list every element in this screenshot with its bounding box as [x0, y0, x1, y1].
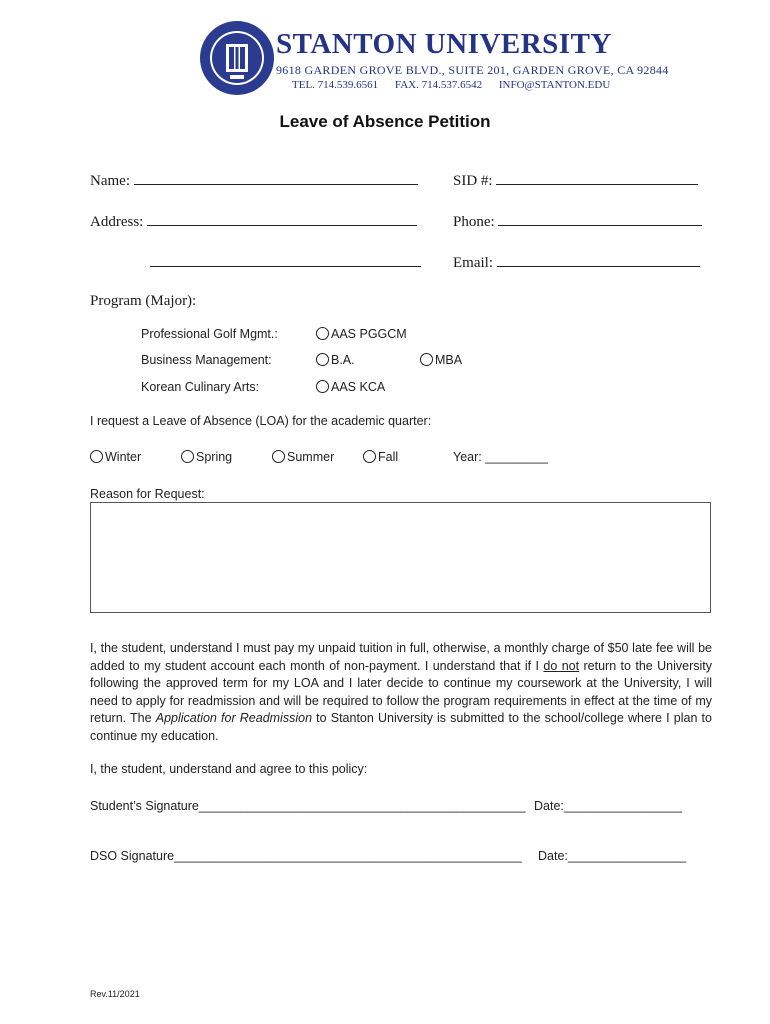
radio-circle-icon[interactable]	[90, 450, 103, 463]
reason-textarea[interactable]	[90, 502, 711, 613]
do-not-emphasis: do not	[543, 658, 580, 673]
name-input-line[interactable]	[134, 170, 418, 185]
option-ba[interactable]: B.A.	[316, 353, 355, 367]
page-title: Leave of Absence Petition	[279, 112, 491, 131]
application-for-readmission-text: Application for Readmission	[155, 711, 313, 726]
phone-label: Phone:	[453, 214, 495, 230]
option-aas-pggcm[interactable]: AAS PGGCM	[316, 327, 407, 341]
name-field	[90, 170, 418, 190]
student-date-line[interactable]: Date:_________________	[534, 799, 683, 813]
radio-circle-icon[interactable]	[363, 450, 376, 463]
email-input-line[interactable]	[497, 252, 700, 267]
option-spring[interactable]: Spring	[181, 450, 232, 464]
radio-circle-icon[interactable]	[316, 380, 329, 393]
program-culinary-label: Korean Culinary Arts:	[141, 380, 260, 394]
sid-field	[453, 170, 698, 190]
address-label: Address:	[90, 214, 144, 230]
option-fall[interactable]: Fall	[363, 450, 398, 464]
address-field	[90, 211, 417, 231]
option-mba[interactable]: MBA	[420, 353, 462, 367]
radio-circle-icon[interactable]	[181, 450, 194, 463]
contact-email: INFO@STANTON.EDU	[498, 79, 611, 91]
reason-label: Reason for Request:	[90, 487, 205, 501]
email-field	[453, 252, 700, 272]
sid-label: SID #:	[453, 173, 493, 189]
university-address: 9618 GARDEN GROVE BLVD., SUITE 201, GARDEN GROVE, CA 92844	[276, 63, 669, 77]
policy-paragraph: I, the student, understand I must pay my unpaid tuition in full, otherwise, a monthly charge of $50 late fee will be added to my student account each month of non-payment. I understand that if I do not return to the University following the approved term for my LOA and I later decide to continue my coursework at the University, I will need to apply for readmission and will be required to follow the program requirements in effect at the time of my return. The Application for Readmission to Stanton University is submitted to the school/college where I plan to continue my education.	[90, 641, 713, 743]
dso-signature-line[interactable]: DSO Signature__________________________________________________	[90, 849, 522, 863]
address-input-line[interactable]	[147, 211, 417, 226]
option-aas-kca[interactable]: AAS KCA	[316, 380, 385, 394]
program-golf-label: Professional Golf Mgmt.:	[141, 327, 278, 341]
quarter-prompt: I request a Leave of Absence (LOA) for the academic quarter:	[90, 414, 432, 428]
program-label: Program (Major):	[90, 293, 197, 309]
phone-input-line[interactable]	[498, 211, 702, 226]
option-summer[interactable]: Summer	[272, 450, 334, 464]
radio-circle-icon[interactable]	[420, 353, 433, 366]
year-field[interactable]: Year: _________	[453, 450, 548, 464]
university-contact	[292, 79, 624, 91]
fax-number: FAX. 714.537.6542	[394, 79, 483, 91]
radio-circle-icon[interactable]	[316, 327, 329, 340]
sid-input-line[interactable]	[496, 170, 698, 185]
name-label: Name:	[90, 173, 130, 189]
revision-note: Rev.11/2021	[90, 989, 140, 999]
agree-statement: I, the student, understand and agree to this policy:	[90, 762, 368, 776]
phone-field	[453, 211, 702, 231]
option-winter[interactable]: Winter	[90, 450, 141, 464]
email-label: Email:	[453, 255, 493, 271]
address-line-2	[150, 252, 421, 272]
radio-circle-icon[interactable]	[272, 450, 285, 463]
address-second-input-line[interactable]	[150, 252, 421, 267]
telephone-number: TEL. 714.539.6561	[292, 79, 379, 91]
program-business-label: Business Management:	[141, 353, 272, 367]
radio-circle-icon[interactable]	[316, 353, 329, 366]
dso-date-line[interactable]: Date:_________________	[538, 849, 687, 863]
student-signature-line[interactable]: Student’s Signature_______________________________________________	[90, 799, 526, 813]
university-seal-logo	[199, 20, 275, 96]
university-name: STANTON UNIVERSITY	[276, 28, 612, 60]
